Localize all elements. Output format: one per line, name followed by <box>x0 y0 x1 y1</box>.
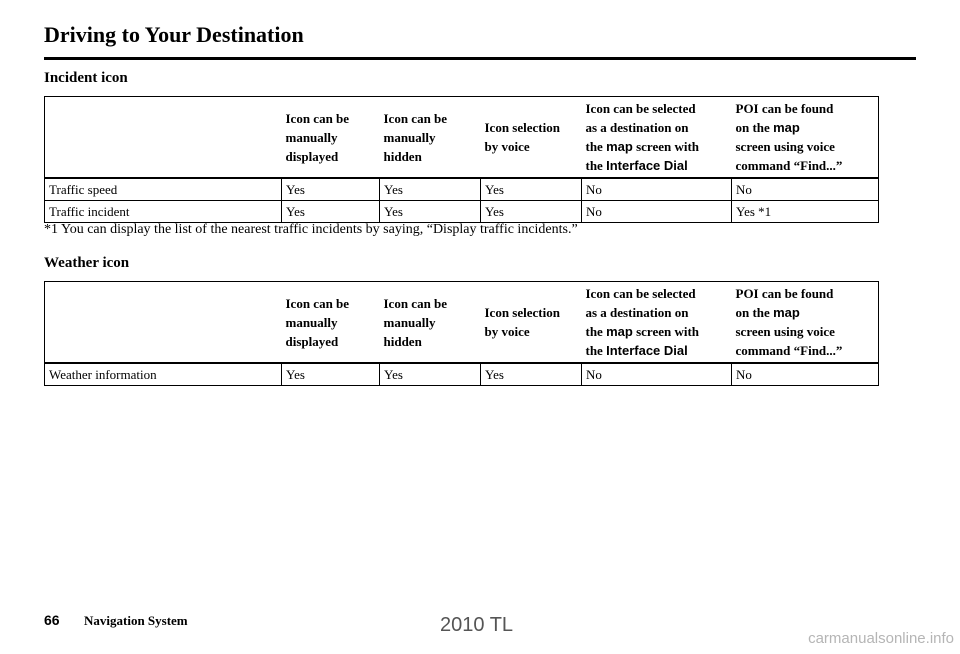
row-label-traffic-speed: Traffic speed <box>45 178 282 201</box>
header-text: Icon can be <box>285 295 350 311</box>
header-text: Icon can be selected <box>585 101 696 116</box>
header-text: screen with <box>632 324 700 339</box>
table-row <box>45 178 879 201</box>
header-text: on the <box>735 305 774 320</box>
row-label-traffic-incident: Traffic incident <box>45 201 282 223</box>
header-text: displayed <box>285 148 339 164</box>
header-manually-hidden <box>380 282 481 364</box>
table-cell: No <box>582 201 732 223</box>
table-cell: Yes <box>481 178 582 201</box>
header-text: by voice <box>484 324 530 339</box>
header-text: POI can be found <box>735 101 834 116</box>
header-text: the <box>585 139 607 154</box>
header-text: as a destination on <box>585 120 689 135</box>
table-cell: Yes <box>282 178 380 201</box>
header-row-label <box>45 282 282 364</box>
table-cell: No <box>582 363 732 386</box>
header-text: the <box>585 343 607 358</box>
table-row <box>45 201 879 223</box>
table-cell: Yes <box>282 201 380 223</box>
map-keyword: map <box>773 120 800 135</box>
header-text: manually <box>285 129 338 145</box>
header-text: manually <box>383 314 436 330</box>
header-text: on the <box>735 120 774 135</box>
map-keyword: map <box>773 305 800 320</box>
header-row-label <box>45 97 282 179</box>
header-text: hidden <box>383 148 422 164</box>
table-cell: Yes *1 <box>732 201 879 223</box>
header-text: Icon can be selected <box>585 286 696 301</box>
header-selection-by-voice <box>481 282 582 364</box>
weather-icon-heading: Weather icon <box>44 255 130 271</box>
row-label-weather-information: Weather information <box>45 363 282 386</box>
header-text: hidden <box>383 333 422 349</box>
header-text: Icon can be <box>383 110 448 126</box>
table-cell: No <box>732 363 879 386</box>
header-poi-found-by-voice <box>732 282 879 364</box>
header-text: Icon can be <box>383 295 448 311</box>
header-selectable-destination <box>582 97 732 179</box>
page-number: 66 <box>44 612 60 628</box>
header-text: by voice <box>484 139 530 154</box>
header-selection-by-voice <box>481 97 582 179</box>
header-manually-displayed <box>282 97 380 179</box>
table-cell: Yes <box>380 178 481 201</box>
header-text: Icon selection <box>484 305 560 320</box>
model-label: 2010 TL <box>440 614 514 636</box>
table-cell: Yes <box>380 363 481 386</box>
header-text: the <box>585 158 607 173</box>
table-header-row <box>45 97 879 179</box>
table-cell: Yes <box>282 363 380 386</box>
header-text: screen using voice <box>735 139 835 154</box>
table-cell: No <box>732 178 879 201</box>
page-title: Driving to Your Destination <box>44 22 304 47</box>
header-text: Icon can be <box>285 110 350 126</box>
table-cell: Yes <box>481 201 582 223</box>
incident-footnote: *1 You can display the list of the nearest traffic incidents by saying, “Display traffic incidents.” <box>44 222 578 237</box>
header-text: screen with <box>632 139 700 154</box>
incident-icon-heading: Incident icon <box>44 70 128 86</box>
incident-icon-table <box>44 96 879 223</box>
header-text: command “Find...” <box>735 343 843 358</box>
header-text: the <box>585 324 607 339</box>
watermark: carmanualsonline.info <box>808 630 954 647</box>
header-text: POI can be found <box>735 286 834 301</box>
header-text: screen using voice <box>735 324 835 339</box>
header-poi-found-by-voice <box>732 97 879 179</box>
interface-dial-keyword: Interface Dial <box>606 158 688 173</box>
header-manually-hidden <box>380 97 481 179</box>
header-text: Icon selection <box>484 120 560 135</box>
weather-icon-table <box>44 281 879 386</box>
interface-dial-keyword: Interface Dial <box>606 343 688 358</box>
header-text: manually <box>383 129 436 145</box>
table-cell: Yes <box>481 363 582 386</box>
map-keyword: map <box>606 324 633 339</box>
header-selectable-destination <box>582 282 732 364</box>
table-row <box>45 363 879 386</box>
title-rule <box>44 57 916 60</box>
header-text: displayed <box>285 333 339 349</box>
table-cell: Yes <box>380 201 481 223</box>
header-text: as a destination on <box>585 305 689 320</box>
header-text: command “Find...” <box>735 158 843 173</box>
header-manually-displayed <box>282 282 380 364</box>
footer-section-label: Navigation System <box>84 613 188 628</box>
map-keyword: map <box>606 139 633 154</box>
table-cell: No <box>582 178 732 201</box>
header-text: manually <box>285 314 338 330</box>
table-header-row <box>45 282 879 364</box>
